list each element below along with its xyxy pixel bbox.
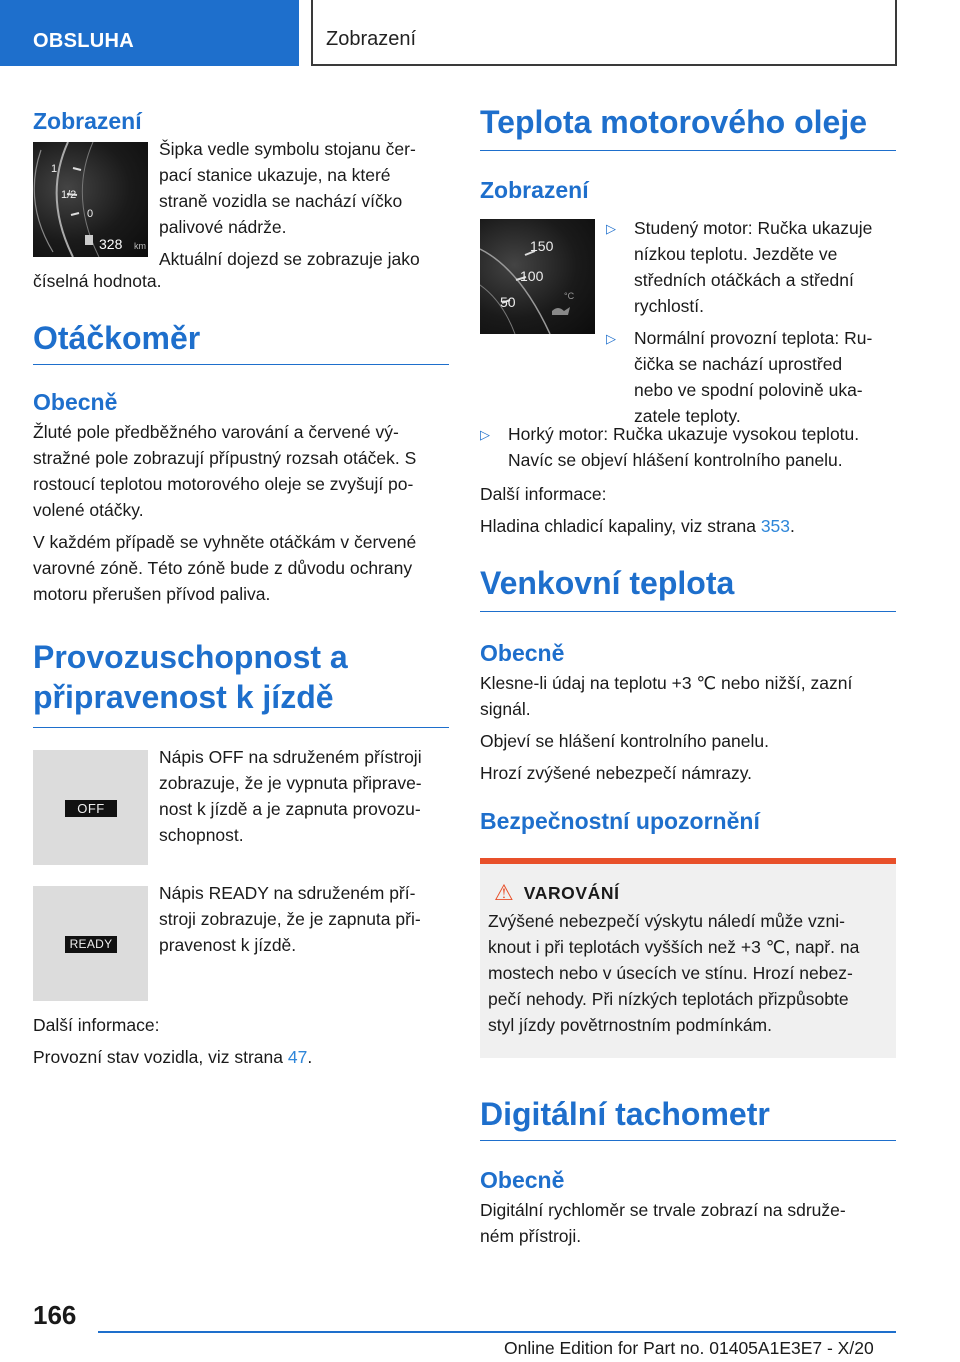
ready-text-line: pravenost k jízdě. [159, 935, 297, 955]
ready-text-line: stroji zobrazuje, že je zapnuta při- [159, 909, 421, 929]
bullet-arrow-icon: ▷ [480, 427, 490, 442]
svg-text:1: 1 [51, 163, 58, 175]
list-item: ▷ Studený motor: Ručka ukazuje nízkou teplotu. Jezděte ve středních otáčkách a střední rychlostí. [606, 218, 873, 316]
paragraph-line: varovné zóně. Této zóně bude z důvodu ochrany [33, 558, 413, 578]
oil-gauge-image [480, 219, 595, 334]
paragraph-line: rostoucí teplotou motorového oleje se zvyšují po- [33, 474, 414, 494]
footer-divider [98, 1331, 896, 1333]
ready-badge: READY [65, 936, 117, 953]
page-link[interactable]: 47 [287, 1047, 308, 1067]
paragraph-line: Hrozí zvýšené nebezpečí námrazy. [480, 763, 753, 783]
provoz-heading [33, 637, 449, 728]
warning-title: VAROVÁNÍ [523, 882, 620, 903]
provoz-heading-line2: připravenost k jízdě [33, 679, 334, 715]
fuel-text-line: palivové nádrže. [159, 217, 287, 237]
off-badge: OFF [65, 800, 117, 817]
svg-text:1/2: 1/2 [61, 189, 77, 201]
off-indicator-image [33, 750, 148, 865]
warning-box [480, 858, 896, 1058]
reference-dot: . [790, 516, 795, 536]
warning-text-line: styl jízdy povětrnostním podmínkám. [488, 1015, 772, 1035]
list-item: ▷ Normální provozní teplota: Ru- čička se nachází uprostřed nebo ve spodní polovině uka- zatele teploty. [606, 328, 873, 426]
paragraph-line: signál. [480, 699, 531, 719]
paragraph-line: motoru přerušen přívod paliva. [33, 584, 271, 604]
fuel-text-line: straně vozidla se nachází víčko [159, 191, 403, 211]
safety-heading: Bezpečnostní upozornění [480, 808, 760, 834]
reference-dot: . [307, 1047, 313, 1067]
off-text-line: nost k jízdě a je zapnuta provozu- [159, 799, 421, 819]
paragraph-line: Klesne-li údaj na teplotu +3 ℃ nebo nižší, zazní [480, 673, 853, 693]
svg-text:°C: °C [564, 291, 575, 301]
range-text-line: číselná hodnota. [33, 271, 162, 291]
fuel-text-line: Šipka vedle symbolu stojanu čer- [159, 139, 416, 159]
svg-text:50: 50 [500, 294, 516, 310]
svg-text:km: km [134, 241, 146, 251]
list-item: ▷ Horký motor: Ručka ukazuje vysokou teplotu. Navíc se objeví hlášení kontrolního panelu. [480, 424, 860, 470]
topic-label: Zobrazení [326, 28, 417, 50]
section-tab [0, 0, 299, 66]
paragraph-line: ném přístroji. [480, 1226, 582, 1246]
reference-text: Hladina chladicí kapaliny, viz strana [480, 516, 756, 536]
paragraph-line: volené otáčky. [33, 500, 144, 520]
tacho-heading: Digitální tachometr [480, 1094, 896, 1141]
ready-indicator-image [33, 886, 148, 1001]
off-text-line: zobrazuje, že je vypnuta připrave- [159, 773, 422, 793]
paragraph-line: Digitální rychloměr se trvale zobrazí na sdruže- [480, 1200, 846, 1220]
fuel-gauge-image [33, 142, 148, 257]
warning-text-line: mostech nebo v úsecích ve stínu. Hrozí nebez- [488, 963, 853, 983]
bullet-arrow-icon: ▷ [606, 221, 616, 236]
zobrazeni-heading: Zobrazení [33, 108, 142, 134]
tacho-subheading: Obecně [480, 1167, 565, 1193]
venkovni-heading: Venkovní teplota [480, 563, 896, 612]
olej-heading: Teplota motorového oleje [480, 102, 896, 151]
left-column [33, 102, 449, 1070]
paragraph-line: V každém případě se vyhněte otáčkám v červené [33, 532, 417, 552]
reference-text: Provozní stav vozidla, viz strana [33, 1047, 283, 1067]
right-column [480, 102, 896, 1249]
paragraph-line: stražné pole zobrazují přípustný rozsah otáček. S [33, 448, 417, 468]
topic-box [311, 0, 897, 66]
ready-text-line: Nápis READY na sdruženém pří- [159, 883, 416, 903]
more-info-label: Další informace: [33, 1015, 160, 1035]
off-text-line: Nápis OFF na sdruženém přístroji [159, 747, 422, 767]
page-number: 166 [33, 1300, 77, 1330]
paragraph-line: Objeví se hlášení kontrolního panelu. [480, 731, 769, 751]
warning-triangle-icon: ⚠ [494, 880, 514, 905]
paragraph-line: Žluté pole předběžného varování a červené vý- [33, 422, 399, 442]
svg-text:328: 328 [99, 236, 123, 252]
svg-text:100: 100 [520, 268, 544, 284]
cross-reference [480, 513, 896, 539]
svg-text:0: 0 [87, 208, 94, 220]
fuel-text-line: pací stanice ukazuje, na které [159, 165, 391, 185]
provoz-heading-line1: Provozuschopnost a [33, 639, 348, 675]
svg-text:150: 150 [530, 238, 554, 254]
venkovni-subheading: Obecně [480, 640, 565, 666]
otackomer-heading: Otáčkoměr [33, 318, 449, 365]
warning-text-line: knout i při teplotách vyšších než +3 ℃, např. na [488, 937, 860, 957]
cross-reference [33, 1044, 449, 1070]
fuel-gauge-icon [33, 142, 148, 257]
section-label: OBSLUHA [33, 30, 134, 52]
olej-subheading: Zobrazení [480, 177, 589, 203]
oil-temperature-gauge-icon [480, 219, 595, 334]
warning-text-line: pečí nehody. Při nízkých teplotách přizpůsobte [488, 989, 849, 1009]
range-text-line: Aktuální dojezd se zobrazuje jako [159, 249, 420, 269]
bullet-arrow-icon: ▷ [606, 331, 616, 346]
otackomer-subheading: Obecně [33, 389, 118, 415]
more-info-label: Další informace: [480, 484, 607, 504]
warning-text-line: Zvýšené nebezpečí výskytu náledí může vzni- [488, 911, 845, 931]
off-text-line: schopnost. [159, 825, 244, 845]
edition-note: Online Edition for Part no. 01405A1E3E7 - X/20 [504, 1338, 874, 1358]
page-link[interactable]: 353 [760, 516, 791, 536]
